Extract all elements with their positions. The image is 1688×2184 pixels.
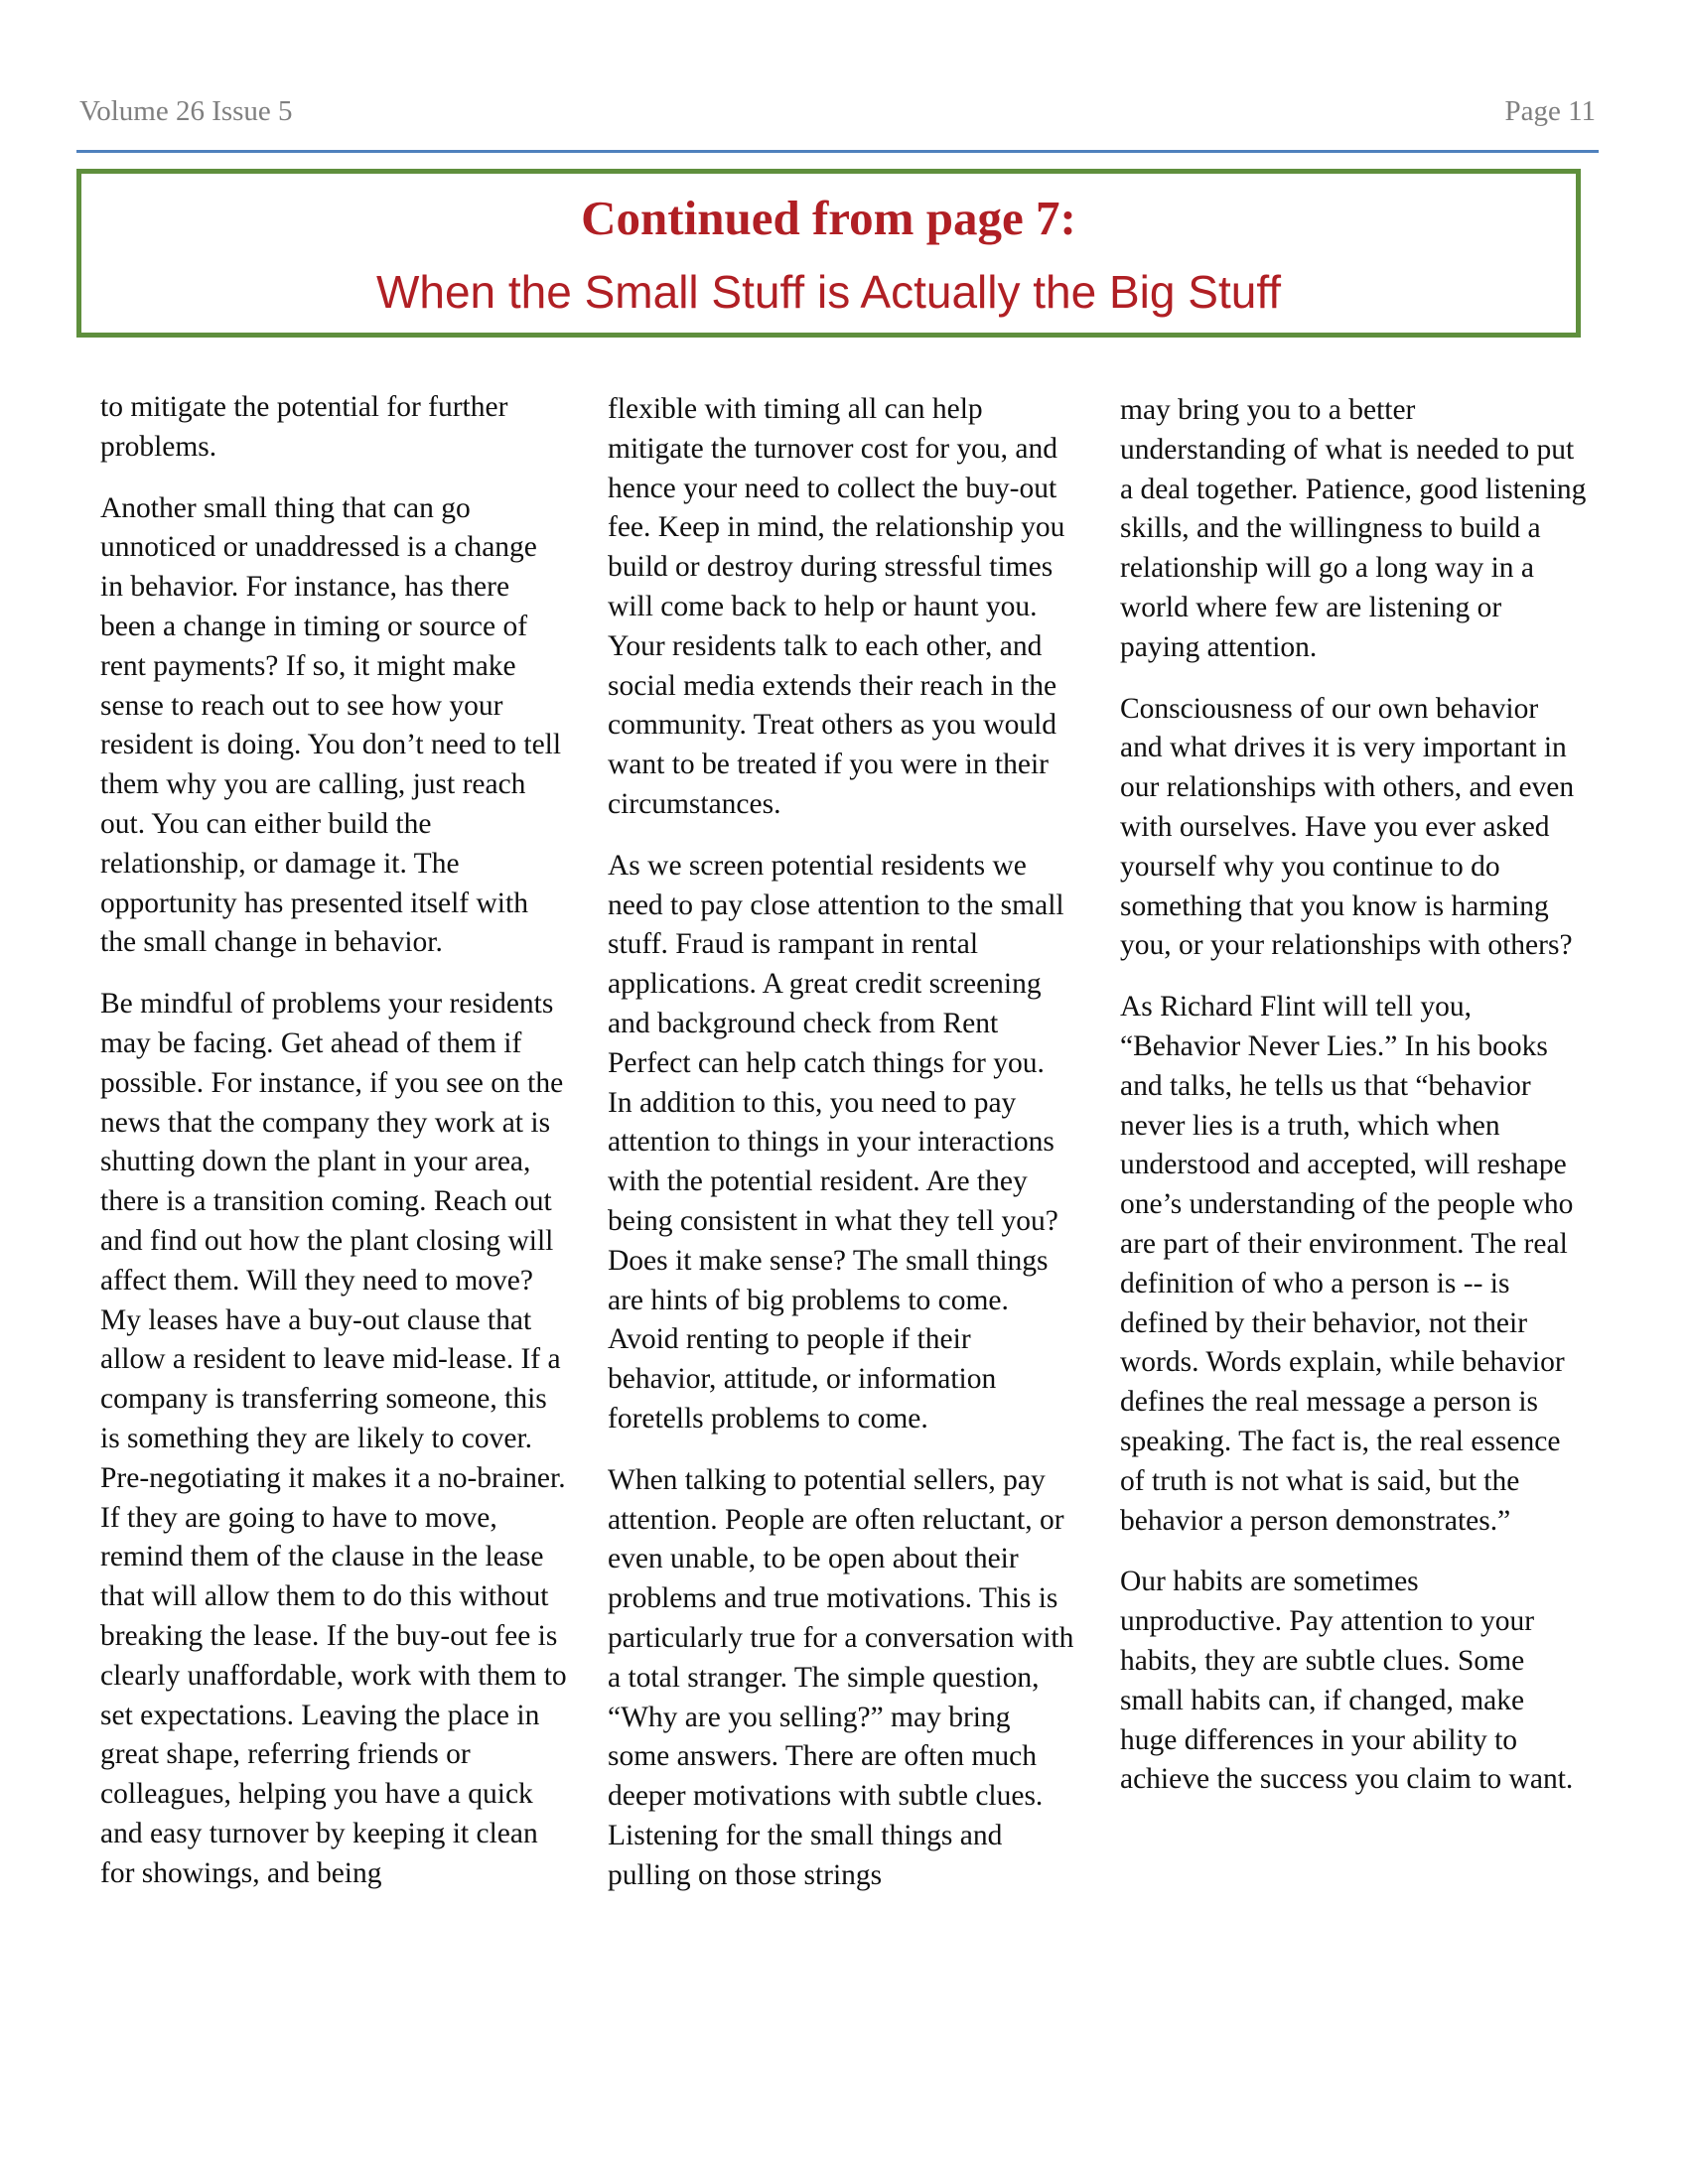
paragraph: As Richard Flint will tell you, “Behavior Never Lies.” In his books and talks, he tells us that “behavior never lies is a truth, which when understood and accepted, will reshape one’s understanding of the people who are part of their environment. The real definition of who a person is -- is defined by their behavior, not their words. Words explain, while behavior defines the real message a person is speaking. The fact is, the real essence of truth is not what is said, but the behavior a person demonstrates.” xyxy=(1120,991,1574,1537)
continued-from-heading: Continued from page 7: xyxy=(581,191,1076,245)
paragraph: Another small thing that can go unnoticed or unaddressed is a change in behavior. For instance, has there been a change in timing or source of rent payments? If so, it might make sense to reach out to see how your resident is doing. You don’t need to tell them why you are calling, just reach out. You can either build the relationship, or damage it. The opportunity has presented itself with the small change in behavior. xyxy=(100,491,562,959)
volume-issue: Volume 26 Issue 5 xyxy=(79,95,293,127)
paragraph: flexible with timing all can help mitigate the turnover cost for you, and hence your need to collect the buy-out fee. Keep in mind, the relationship you build or destroy during stressful times will come back to help or haunt you. Your residents talk to each other, and social media extends their reach in the community. Treat others as you would want to be treated if you were in their circumstances. xyxy=(608,393,1065,820)
paragraph: Our habits are sometimes unproductive. Pay attention to your habits, they are subtle clues. Some small habits can, if changed, make huge differences in your ability to achieve the success you claim to want. xyxy=(1120,1566,1574,1796)
paragraph: As we screen potential residents we need to pay close attention to the small stuff. Fraud is rampant in rental applications. A great credit screening and background check from Rent Perfect can help catch things for you. In addition to this, you need to pay attention to things in your interactions with the potential resident. Are they being consistent in what they tell you? Does it make sense? The small things are hints of big problems to come. Avoid renting to people if their behavior, attitude, or information foretells problems to come. xyxy=(608,849,1064,1434)
article-title-box xyxy=(76,169,1581,338)
paragraph: Be mindful of problems your residents may be facing. Get ahead of them if possible. For instance, if you see on the news that the company they work at is shutting down the plant in your area, there is a transition coming. Reach out and find out how the plant closing will affect them. Will they need to move? My leases have a buy-out clause that allow a resident to leave mid-lease. If a company is transferring someone, this is something they are likely to cover. Pre-negotiating it makes it a no-brainer. If they are going to have to move, remind them of the clause in the lease that will allow them to do this without breaking the lease. If the buy-out fee is clearly unaffordable, work with them to set expectations. Leaving the place in great shape, referring friends or colleagues, helping you have a quick and easy turnover by keeping it clean for showings, and being xyxy=(100,988,567,1889)
page-number: Page 11 xyxy=(1504,95,1596,127)
paragraph: to mitigate the potential for further problems. xyxy=(100,391,508,463)
text-column-2 xyxy=(608,390,1074,1917)
paragraph: Consciousness of our own behavior and what drives it is very important in our relationships with others, and even with ourselves. Have you ever asked yourself why you continue to do something that you know is harming you, or your relationships with others? xyxy=(1120,692,1575,962)
page-header xyxy=(79,95,1596,137)
header-divider xyxy=(76,150,1599,153)
text-column-1 xyxy=(100,388,567,1915)
paragraph: When talking to potential sellers, pay attention. People are often reluctant, or even unable, to be open about their problems and true motivations. This is particularly true for a conversation with a total stranger. The simple question, “Why are you selling?” may bring some answers. There are often much deeper motivations with subtle clues. Listening for the small things and pulling on those strings xyxy=(608,1463,1074,1891)
paragraph: may bring you to a better understanding of what is needed to put a deal together. Patience, good listening skills, and the willingness to build a relationship will go a long way in a world where few are listening or paying attention. xyxy=(1120,394,1587,663)
text-column-3 xyxy=(1120,391,1587,1822)
article-title: When the Small Stuff is Actually the Big Stuff xyxy=(375,266,1282,318)
